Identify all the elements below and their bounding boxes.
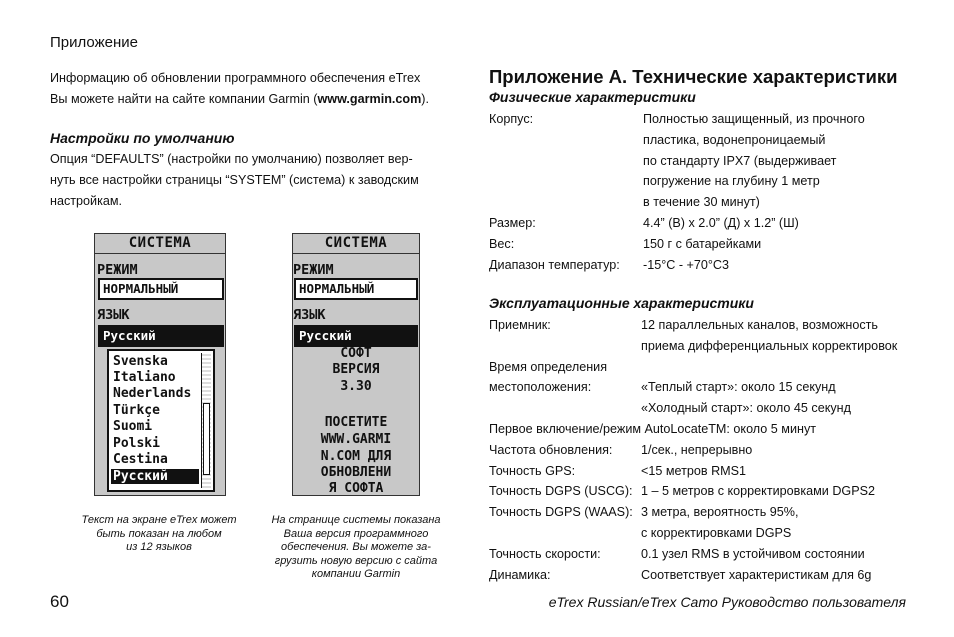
caption1-line: быть показан на любом xyxy=(96,527,222,540)
defaults-line-2: нуть все настройки страницы “SYSTEM” (система) к заводским xyxy=(50,173,419,187)
screen1-mode-label: РЕЖИМ xyxy=(97,262,138,278)
spec-value: 0.1 узел RMS в устойчивом состоянии xyxy=(641,546,865,561)
spec-label: Диапазон температур: xyxy=(489,257,620,272)
etrex-screen-language xyxy=(94,233,226,496)
screen2-mode-label: РЕЖИМ xyxy=(293,262,334,278)
visit-line: N.COM ДЛЯ xyxy=(320,449,392,464)
right-column xyxy=(489,66,929,586)
spec-label: Динамика: xyxy=(489,567,551,582)
spec-value: погружение на глубину 1 метр xyxy=(643,174,820,189)
spec-label: Первое включение/режим AutoLocateTM: около 5 минут xyxy=(489,422,817,436)
spec-value: «Холодный старт»: около 45 секунд xyxy=(641,401,851,416)
defaults-line-1: Опция “DEFAULTS” (настройки по умолчанию) позволяет вер- xyxy=(50,152,413,166)
spec-value: -15°С - +70°С3 xyxy=(643,257,730,272)
intro-prefix: Вы можете найти на сайте компании Garmin ( xyxy=(50,92,318,106)
intro-suffix: ). xyxy=(421,92,429,106)
spec-label: Вес: xyxy=(489,236,515,251)
spec-label: Приемник: xyxy=(489,318,551,332)
performance-heading: Эксплуатационные характеристики xyxy=(489,295,754,311)
doc-title: eTrex Russian/eTrex Camo Руководство пользователя xyxy=(548,594,906,610)
spec-value: в течение 30 минут) xyxy=(643,195,760,210)
page-number: 60 xyxy=(50,592,69,611)
spec-label: Время определения xyxy=(489,359,608,374)
running-head: Приложение xyxy=(50,34,138,51)
spec-label: Корпус: xyxy=(489,112,534,126)
spec-label: Точность скорости: xyxy=(489,546,601,561)
garmin-link[interactable]: www.garmin.com xyxy=(317,92,422,106)
spec-value: по стандарту IPX7 (выдерживает xyxy=(643,153,837,168)
language-option[interactable]: Nederlands xyxy=(113,386,192,401)
caption2-line: обеспечения. Вы можете за- xyxy=(281,541,431,553)
defaults-heading: Настройки по умолчанию xyxy=(50,130,235,146)
caption-version-screen xyxy=(258,514,454,582)
spec-value: 150 г с батарейками xyxy=(643,236,762,251)
spec-value: пластика, водонепроницаемый xyxy=(643,132,826,147)
intro-line-1: Информацию об обновлении программного обеспечения eTrex xyxy=(50,71,421,85)
language-option[interactable]: Türkçe xyxy=(113,403,160,418)
screen2-divider xyxy=(293,253,419,254)
version-line: СОФТ xyxy=(340,346,372,361)
spec-value: <15 метров RMS1 xyxy=(641,463,747,478)
caption1-line: из 12 языков xyxy=(126,541,192,553)
spec-value: с корректировками DGPS xyxy=(641,526,792,540)
spec-label: Точность DGPS (WAAS): xyxy=(489,505,633,520)
screen2-lang-label: ЯЗЫК xyxy=(293,307,326,323)
spec-label: Точность DGPS (USCG): xyxy=(489,484,633,499)
intro-line-2 xyxy=(50,89,470,110)
visit-line: ПОСЕТИТЕ xyxy=(324,415,388,430)
spec-value: 12 параллельных каналов, возможность xyxy=(641,318,878,332)
language-option-selected[interactable]: Русский xyxy=(111,469,199,484)
screen2-title: СИСТЕМА xyxy=(324,235,388,251)
language-option[interactable]: Suomi xyxy=(113,419,153,434)
spec-value: 4.4” (В) x 2.0” (Д) x 1.2” (Ш) xyxy=(643,216,799,230)
screen1-mode-field[interactable]: НОРМАЛЬНЫЙ xyxy=(98,278,224,300)
spec-value: 3 метра, вероятность 95%, xyxy=(641,505,799,520)
language-option[interactable]: Svenska xyxy=(113,354,168,369)
caption2-line: На странице системы показана xyxy=(271,514,441,526)
visit-line: ОБНОВЛЕНИ xyxy=(320,465,392,480)
defaults-line-3: настройкам. xyxy=(50,194,123,208)
language-option[interactable]: Italiano xyxy=(113,370,176,385)
scroll-thumb[interactable] xyxy=(203,403,210,475)
caption2-line: Ваша версия программного xyxy=(283,527,429,540)
screen2-mode-field[interactable]: НОРМАЛЬНЫЙ xyxy=(294,278,418,300)
screen1-lang-label: ЯЗЫК xyxy=(97,307,130,323)
screen1-lang-field[interactable]: Русский xyxy=(98,325,224,347)
spec-label: Частота обновления: xyxy=(489,442,613,457)
screen1-title: СИСТЕМА xyxy=(128,235,192,251)
spec-label: Точность GPS: xyxy=(489,463,576,478)
language-option[interactable]: Polski xyxy=(113,436,160,451)
spec-value: приема дифференциальных корректировок xyxy=(641,338,898,353)
etrex-screen-version xyxy=(292,233,420,496)
spec-value: Соответствует характеристикам для 6g xyxy=(641,567,872,582)
version-line: ВЕРСИЯ xyxy=(332,362,380,377)
spec-value: 1/сек., непрерывно xyxy=(641,442,753,457)
screen2-lang-field[interactable]: Русский xyxy=(294,325,418,347)
visit-line: Я СОФТА xyxy=(328,481,384,496)
caption1-line: Текст на экране eTrex может xyxy=(81,514,237,526)
left-column xyxy=(50,68,470,212)
caption-language-screen xyxy=(64,514,254,555)
spec-label: местоположения: xyxy=(489,380,592,395)
spec-label: Размер: xyxy=(489,216,536,230)
caption2-line: грузить новую версию с сайта xyxy=(274,554,438,567)
spec-value: Полностью защищенный, из прочного xyxy=(643,112,865,126)
language-option[interactable]: Cestina xyxy=(113,452,168,467)
version-number: 3.30 xyxy=(340,379,372,394)
spec-value: 1 – 5 метров с корректировками DGPS2 xyxy=(641,484,876,499)
language-list[interactable] xyxy=(107,349,215,492)
appendix-title: Приложение А. Технические характеристики xyxy=(489,66,898,87)
physical-heading: Физические характеристики xyxy=(489,89,696,105)
screen1-divider xyxy=(95,253,225,254)
spec-value: «Теплый старт»: около 15 секунд xyxy=(641,380,836,395)
visit-line: WWW.GARMI xyxy=(320,432,392,447)
caption2-line: компании Garmin xyxy=(311,568,401,580)
language-scrollbar[interactable] xyxy=(201,353,211,488)
